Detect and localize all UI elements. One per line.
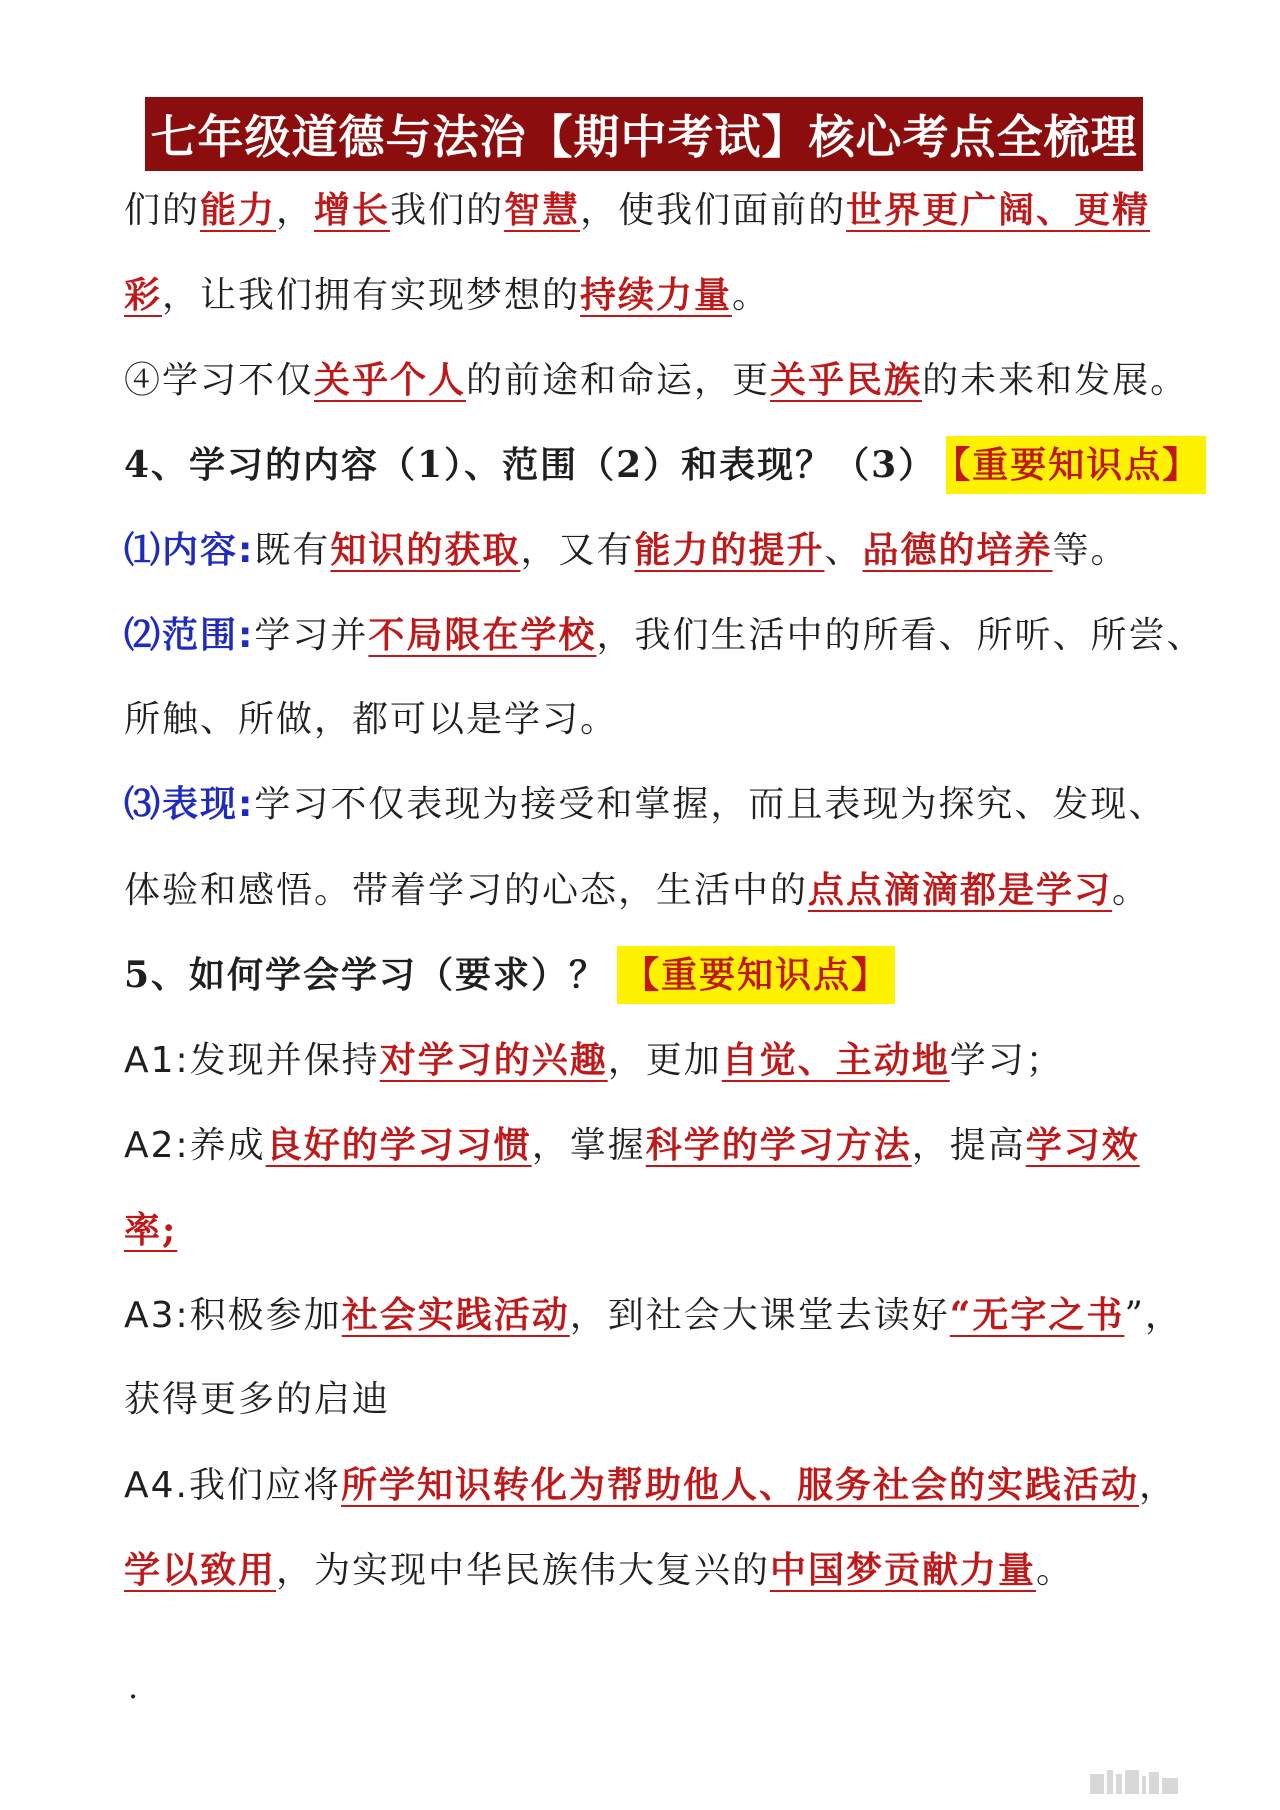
key-phrase: 率; [124,1209,178,1251]
important-badge: 【重要知识点】 [946,436,1206,494]
key-phrase: 所学知识转化为帮助他人、服务社会的实践活动 [341,1464,1140,1506]
key-phrase: 品德的培养 [862,529,1053,571]
text-segment: 。 [732,275,771,316]
section-heading: 5、如何学会学习（要求）？ [124,954,608,996]
key-phrase: 能力的提升 [634,529,825,571]
key-phrase: 自觉、主动地 [721,1039,950,1081]
text-line [124,1455,1244,1540]
key-phrase: 知识的获取 [330,529,521,571]
item-label: ⑵范围: [124,615,255,656]
watermark-logo [1090,1770,1260,1796]
text-segment: ， [1139,1465,1178,1506]
key-phrase: 关乎民族 [770,359,923,401]
text-segment: 。 [1112,870,1151,911]
key-phrase: 对学习的兴趣 [379,1039,608,1081]
text-line [124,1200,1244,1285]
text-segment: 。 [1036,1550,1075,1591]
text-segment: 的前途和命运，更 [466,360,771,401]
answer-label: A1: [124,1040,190,1081]
key-phrase: 世界更广阔、更精 [846,189,1151,231]
answer-label: A2: [124,1125,190,1166]
text-line [124,690,1244,775]
text-segment: 我们应将 [188,1465,341,1506]
key-phrase: 不局限在学校 [368,614,597,656]
text-segment: ，为实现中华民族伟大复兴的 [276,1550,771,1591]
key-phrase: 能力 [200,189,277,231]
key-phrase: 持续力量 [580,274,733,316]
text-segment: ，我们生活中的所看、所听、所尝、 [596,615,1205,656]
text-segment: 、 [824,530,863,571]
text-segment: 发现并保持 [189,1040,380,1081]
text-segment: 学习并 [254,615,369,656]
text-segment: 学习不仅表现为接受和掌握，而且表现为探究、发现、 [254,784,1167,825]
important-badge: 【重要知识点】 [617,946,895,1004]
key-phrase: 中国梦贡献力量 [770,1549,1037,1591]
item-label: ⑴内容: [124,530,255,571]
key-phrase: 科学的学习方法 [645,1124,912,1166]
text-line [124,180,1244,265]
text-segment: ，到社会大课堂去读好 [569,1295,950,1336]
text-segment: ，掌握 [531,1125,646,1166]
text-segment: 养成 [189,1125,266,1166]
text-segment: ，又有 [520,530,635,571]
text-segment: ”， [1124,1295,1183,1336]
text-segment: ， [276,190,315,231]
text-line [124,860,1244,945]
text-segment: 获得更多的启迪 [124,1379,391,1420]
text-segment: 的未来和发展。 [922,360,1189,401]
text-segment: 我们的 [390,190,505,231]
section-heading: 4、学习的内容（1）、范围（2）和表现？（3） [124,444,937,486]
text-segment: ，提高 [911,1125,1026,1166]
text-segment: 等。 [1052,530,1129,571]
text-segment: ④学习不仅 [124,360,315,401]
item-label: ⑶表现: [124,784,255,825]
text-line [124,775,1244,860]
key-phrase: 社会实践活动 [341,1294,570,1336]
text-segment: 所触、所做，都可以是学习。 [124,699,619,740]
footer-dot: . [128,1668,139,1706]
text-segment: 既有 [254,530,331,571]
text-line [124,435,1244,520]
text-segment: ，使我们面前的 [580,190,847,231]
key-phrase: 智慧 [504,189,581,231]
text-segment: ，更加 [607,1040,722,1081]
text-line [124,1285,1244,1370]
text-segment: 们的 [124,190,201,231]
document-body [124,180,1244,1625]
key-phrase: 学以致用 [124,1549,277,1591]
text-line [124,1115,1244,1200]
key-phrase: 良好的学习习惯 [265,1124,532,1166]
text-line [124,1540,1244,1625]
answer-label: A3: [124,1295,190,1336]
key-phrase: “无字之书 [949,1294,1125,1336]
text-segment: ，让我们拥有实现梦想的 [162,275,581,316]
text-line [124,605,1244,690]
key-phrase: 关乎个人 [314,359,467,401]
answer-label: A4. [124,1465,189,1506]
key-phrase: 学习效 [1025,1124,1140,1166]
key-phrase: 点点滴滴都是学习 [808,869,1113,911]
key-phrase: 彩 [124,274,163,316]
text-segment: 体验和感悟。带着学习的心态，生活中的 [124,870,809,911]
page-title: 七年级道德与法治【期中考试】核心考点全梳理 [145,97,1143,171]
text-segment: 学习； [949,1040,1064,1081]
text-line [124,1370,1244,1455]
text-line [124,945,1244,1030]
text-segment: 积极参加 [189,1295,342,1336]
text-line [124,265,1244,350]
text-line [124,350,1244,435]
key-phrase: 增长 [314,189,391,231]
text-line [124,1030,1244,1115]
text-line [124,520,1244,605]
